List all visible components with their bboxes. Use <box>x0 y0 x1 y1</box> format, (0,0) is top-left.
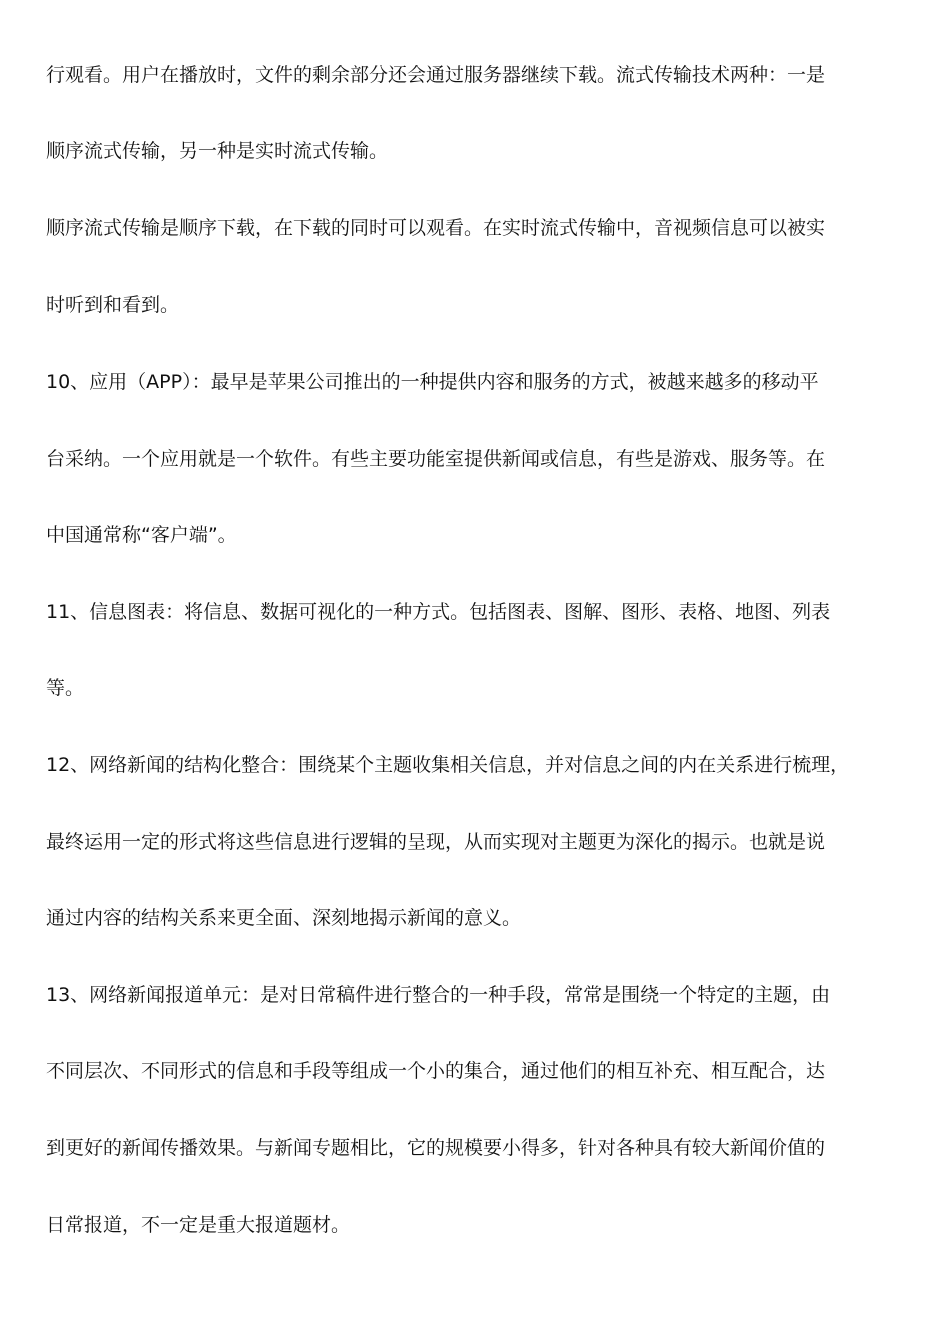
text-line-3: 顺序流式传输是顺序下载，在下载的同时可以观看。在实时流式传输中，音视频信息可以被实 <box>46 217 826 239</box>
text-line-7: 中国通常称“客户端”。 <box>46 524 237 546</box>
text-line-4: 时听到和看到。 <box>46 294 180 316</box>
text-line-5: 10、应用（APP）：最早是苹果公司推出的一种提供内容和服务的方式，被越来越多的移动平 <box>46 371 819 393</box>
text-line-16: 日常报道，不一定是重大报道题材。 <box>46 1214 351 1236</box>
text-line-9: 等。 <box>46 677 85 699</box>
text-line-6: 台采纳。一个应用就是一个软件。有些主要功能室提供新闻或信息，有些是游戏、服务等。在 <box>46 448 826 470</box>
text-line-15: 到更好的新闻传播效果。与新闻专题相比，它的规模要小得多，针对各种具有较大新闻价值的 <box>46 1137 826 1159</box>
text-line-8: 11、信息图表：将信息、数据可视化的一种方式。包括图表、图解、图形、表格、地图、列表 <box>46 601 831 623</box>
text-line-12: 通过内容的结构关系来更全面、深刻地揭示新闻的意义。 <box>46 907 522 929</box>
text-line-1: 行观看。用户在播放时，文件的剩余部分还会通过服务器继续下载。流式传输技术两种：一是 <box>46 64 826 86</box>
text-line-2: 顺序流式传输，另一种是实时流式传输。 <box>46 140 389 162</box>
text-line-10: 12、网络新闻的结构化整合：围绕某个主题收集相关信息，并对信息之间的内在关系进行梳理， <box>46 754 850 776</box>
text-line-13: 13、网络新闻报道单元：是对日常稿件进行整合的一种手段，常常是围绕一个特定的主题，由 <box>46 984 831 1006</box>
text-line-11: 最终运用一定的形式将这些信息进行逻辑的呈现，从而实现对主题更为深化的揭示。也就是说 <box>46 831 826 853</box>
text-line-14: 不同层次、不同形式的信息和手段等组成一个小的集合，通过他们的相互补充、相互配合，达 <box>46 1060 826 1082</box>
